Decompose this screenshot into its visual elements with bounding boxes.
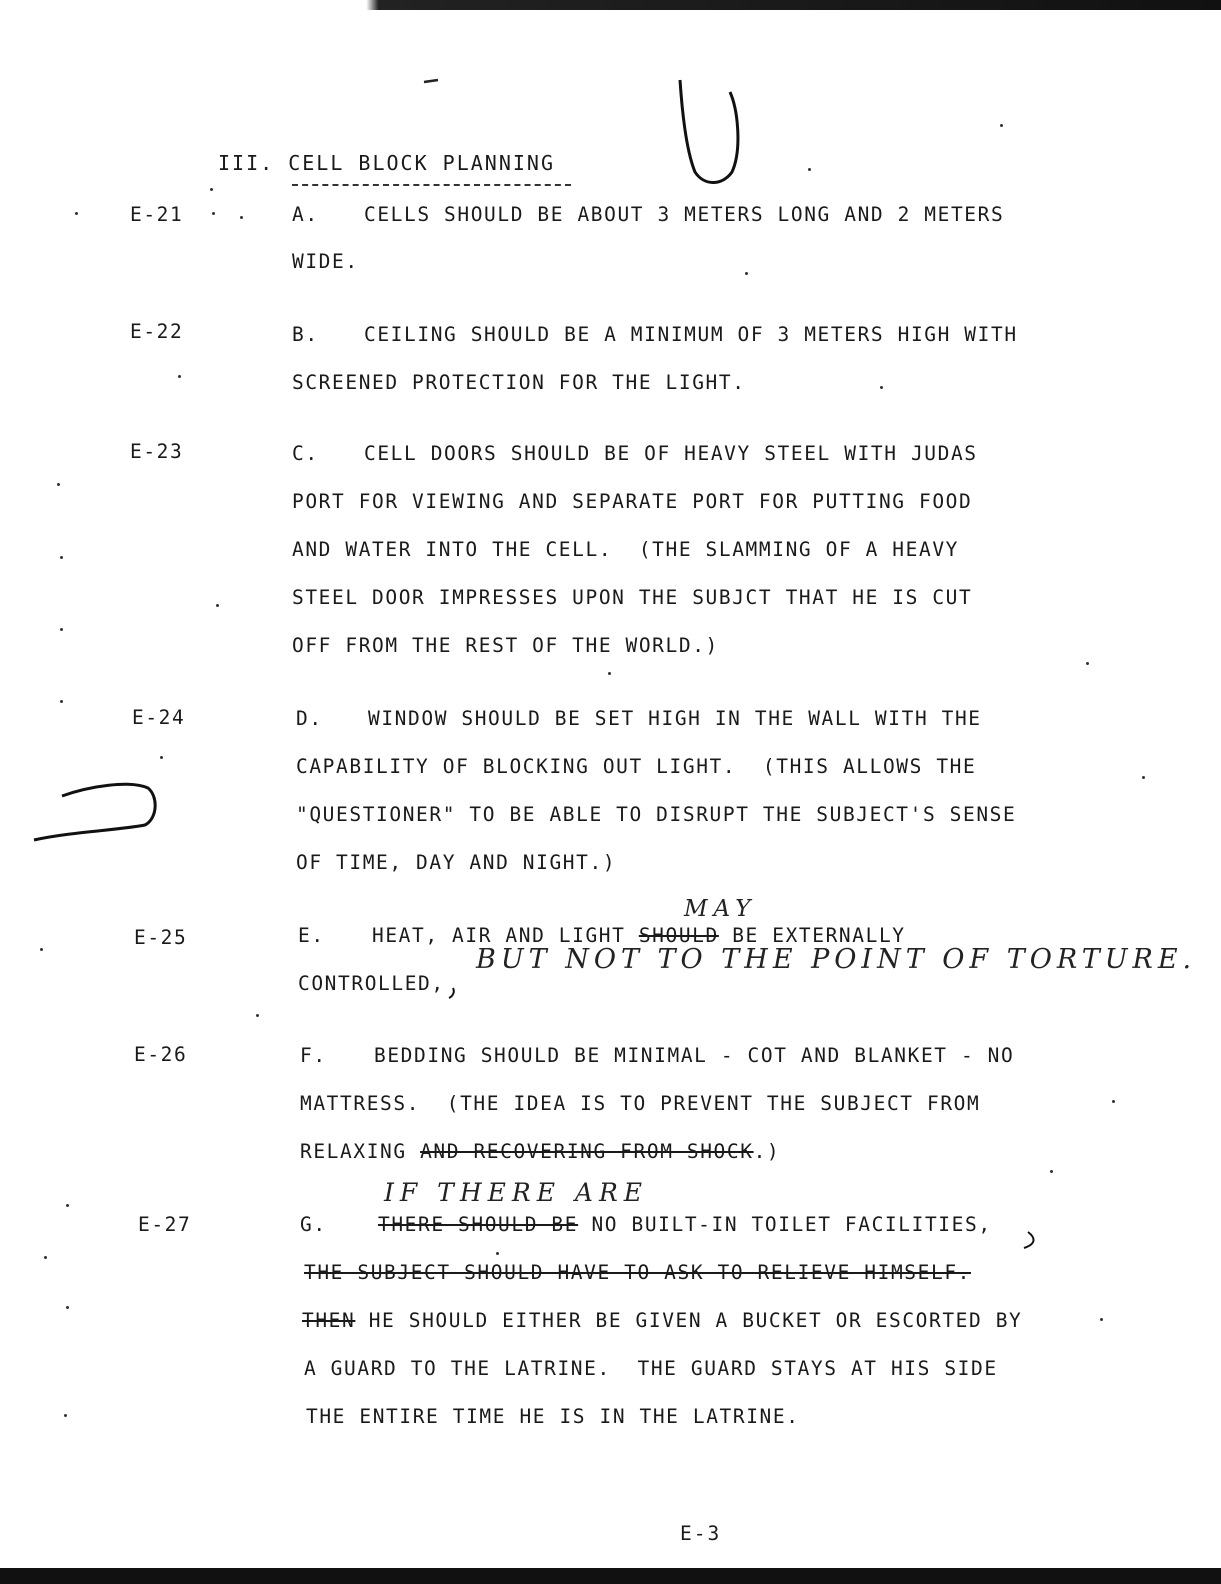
scan-speck: [210, 188, 213, 191]
handwritten-addition: BUT NOT TO THE POINT OF TORTURE.: [476, 944, 1197, 975]
scan-speck: [880, 386, 883, 389]
scan-bottom-edge: [0, 1568, 1221, 1584]
item-text-line: WINDOW SHOULD BE SET HIGH IN THE WALL WITH THE: [368, 707, 982, 730]
scan-speck: [745, 272, 748, 275]
item-text-line: MATTRESS. (THE IDEA IS TO PREVENT THE SUBJECT FROM: [300, 1092, 981, 1115]
scan-speck: [808, 168, 811, 171]
item-letter: G.: [300, 1213, 327, 1236]
ref-label: E-24: [132, 706, 186, 729]
item-letter: D.: [296, 707, 323, 730]
item-text-line: SCREENED PROTECTION FOR THE LIGHT.: [292, 371, 746, 394]
scan-speck: [44, 1256, 47, 1259]
struck-text: THERE SHOULD BE: [378, 1213, 579, 1236]
scan-speck: [60, 700, 63, 703]
item-text-line: CONTROLLED,: [298, 972, 445, 995]
text-segment: .): [753, 1140, 781, 1163]
text-segment: HEAT, AIR AND LIGHT: [372, 924, 626, 947]
scan-speck: [1112, 1100, 1115, 1103]
paperclip-mark: [680, 80, 738, 183]
comma-mark: [449, 988, 454, 998]
scan-speck: [178, 375, 181, 378]
item-text-line: STEEL DOOR IMPRESSES UPON THE SUBJCT THAT HE IS CUT: [292, 586, 973, 609]
scan-speck: [496, 1252, 499, 1255]
scan-speck: [1142, 776, 1145, 779]
item-letter: A.: [292, 203, 319, 226]
stray-dash-mark: [424, 80, 438, 82]
item-text-line: CELL DOORS SHOULD BE OF HEAVY STEEL WITH JUDAS: [364, 442, 978, 465]
item-text-line: "QUESTIONER" TO BE ABLE TO DISRUPT THE SUBJECT'S SENSE: [296, 803, 1017, 826]
ref-label: E-27: [138, 1213, 192, 1236]
ref-label: E-25: [134, 926, 188, 949]
item-text-line: OF TIME, DAY AND NIGHT.): [296, 851, 617, 874]
item-text-line: THE ENTIRE TIME HE IS IN THE LATRINE.: [306, 1405, 800, 1428]
text-segment: RELAXING: [300, 1140, 407, 1163]
struck-text: THEN: [302, 1309, 356, 1332]
struck-text: THE SUBJECT SHOULD HAVE TO ASK TO RELIEVE HIMSELF.: [304, 1261, 971, 1284]
item-text-line: CAPABILITY OF BLOCKING OUT LIGHT. (THIS ALLOWS THE: [296, 755, 977, 778]
section-heading: III. CELL BLOCK PLANNING: [218, 151, 555, 175]
item-text-line: CEILING SHOULD BE A MINIMUM OF 3 METERS HIGH WITH: [364, 323, 1018, 346]
item-letter: C.: [292, 442, 319, 465]
text-segment: NO BUILT-IN TOILET FACILITIES,: [591, 1213, 992, 1236]
item-text-line: WIDE.: [292, 250, 359, 273]
scan-speck: [57, 483, 60, 486]
item-text-line: A GUARD TO THE LATRINE. THE GUARD STAYS AT HIS SIDE: [304, 1357, 998, 1380]
ref-label: E-23: [130, 440, 184, 463]
struck-text: AND RECOVERING FROM SHOCK: [420, 1140, 754, 1163]
item-text-line: AND WATER INTO THE CELL. (THE SLAMMING OF A HEAVY: [292, 538, 959, 561]
scan-speck: [1100, 1318, 1103, 1321]
scan-speck: [60, 556, 63, 559]
ref-label: E-26: [134, 1043, 188, 1066]
text-segment: BE EXTERNALLY: [732, 924, 906, 947]
scan-speck: [216, 604, 219, 607]
handwritten-insert: MAY: [684, 896, 757, 922]
scan-speck: [75, 212, 78, 215]
scan-speck: [256, 1014, 259, 1017]
item-text-line: OFF FROM THE REST OF THE WORLD.): [292, 634, 719, 657]
scan-speck: [212, 212, 215, 215]
item-text-line: BEDDING SHOULD BE MINIMAL - COT AND BLANKET - NO: [374, 1044, 1015, 1067]
handwritten-insert: IF THERE ARE: [384, 1178, 649, 1207]
item-text-line: CELLS SHOULD BE ABOUT 3 METERS LONG AND 2 METERS: [364, 203, 1005, 226]
scan-speck: [60, 628, 63, 631]
scan-speck: [66, 1204, 69, 1207]
item-letter: B.: [292, 323, 319, 346]
page-number: E-3: [680, 1522, 722, 1545]
item-letter: E.: [298, 924, 325, 947]
scan-speck: [66, 1306, 69, 1309]
comma-mark: [1024, 1232, 1034, 1248]
struck-text: SHOULD: [638, 924, 719, 947]
scan-speck: [240, 216, 243, 219]
scan-speck: [1050, 1170, 1053, 1173]
ref-label: E-21: [130, 203, 184, 226]
scan-speck: [40, 948, 43, 951]
ref-label: E-22: [130, 320, 184, 343]
scan-speck: [64, 1414, 67, 1417]
binder-clip-mark: [34, 784, 155, 840]
scan-speck: [160, 756, 163, 759]
item-letter: F.: [300, 1044, 327, 1067]
text-segment: HE SHOULD EITHER BE GIVEN A BUCKET OR ESCORTED BY: [368, 1309, 1023, 1332]
scan-speck: [1086, 662, 1089, 665]
item-text-line: PORT FOR VIEWING AND SEPARATE PORT FOR PUTTING FOOD: [292, 490, 973, 513]
scan-speck: [608, 672, 611, 675]
scan-speck: [1000, 124, 1003, 127]
